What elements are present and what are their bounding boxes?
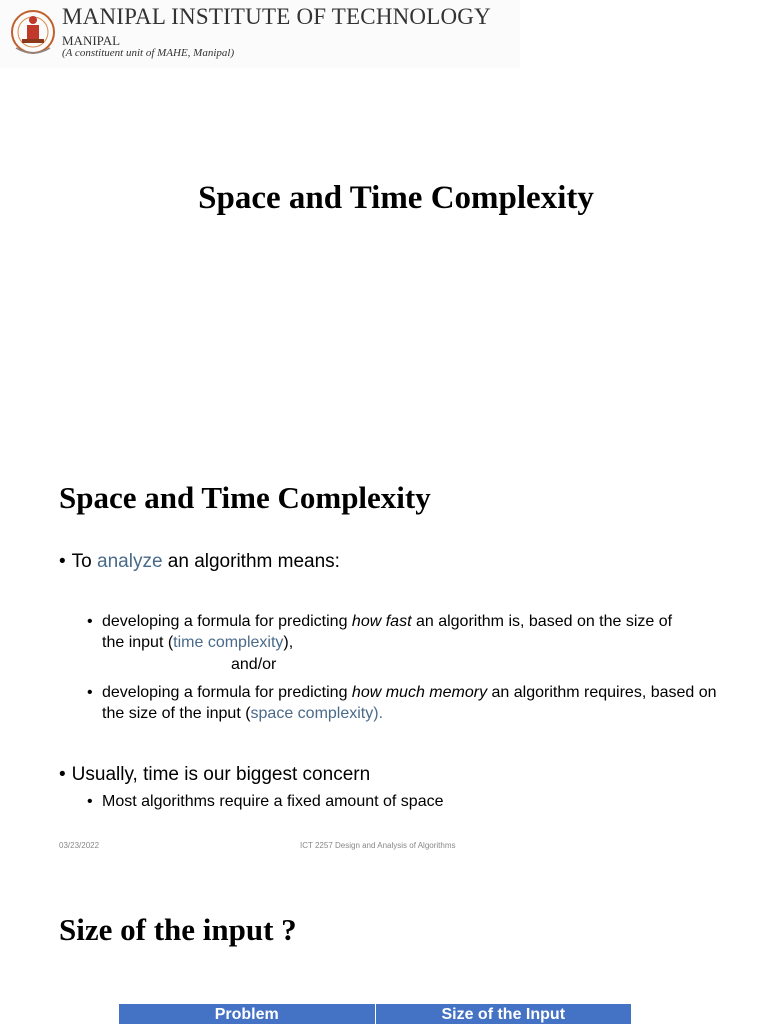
- table-header-size: Size of the Input: [375, 1004, 632, 1024]
- sub-bullet-text: [102, 611, 687, 653]
- sub-bullet-text: [102, 682, 717, 724]
- slide-input-size: [0, 870, 768, 1024]
- sub-bullet-time: [87, 611, 687, 653]
- institute-subtitle: (A constituent unit of MAHE, Manipal): [62, 47, 235, 59]
- bullet-concern: • Usually, time is our biggest concern: [59, 764, 370, 786]
- footer-date: 03/23/2022: [59, 841, 100, 850]
- bullet-analyze: [59, 551, 340, 573]
- footer-course: ICT 2257 Design and Analysis of Algorithms: [300, 841, 456, 850]
- table-header-problem: Problem: [214, 1006, 279, 1023]
- bullet-dot: •: [87, 793, 93, 810]
- sub-bullet-space: [87, 682, 717, 724]
- text-run: developing a formula for predicting: [102, 613, 352, 630]
- institute-header: [0, 0, 520, 68]
- slide-title-heading: Space and Time Complexity: [198, 180, 594, 216]
- space-complexity-term: space complexity).: [250, 705, 384, 722]
- slide-heading: Size of the input ?: [59, 912, 297, 947]
- text-run: ),: [283, 634, 294, 651]
- bullet-dot: •: [87, 684, 93, 701]
- slide-title: [0, 0, 768, 450]
- institute-name: MANIPAL INSTITUTE OF TECHNOLOGY: [62, 4, 491, 29]
- slide-heading: Space and Time Complexity: [59, 480, 431, 515]
- sub-bullet-text: Most algorithms require a fixed amount of space: [102, 793, 444, 810]
- institute-logo-icon: [10, 6, 56, 58]
- analyze-term: analyze: [97, 551, 163, 572]
- text-run: an algorithm is, based on the size of the input (: [102, 613, 673, 651]
- table-header-row: [119, 1004, 631, 1024]
- institute-city: MANIPAL: [62, 33, 121, 48]
- text-run: an algorithm requires, based on the size of the input (: [102, 684, 717, 722]
- sub-bullet-fixed-space: [87, 791, 687, 812]
- emphasis: how fast: [351, 613, 412, 630]
- slide-complexity: [0, 455, 768, 850]
- bullet-dot: •: [87, 613, 93, 630]
- text-run: developing a formula for predicting: [102, 684, 352, 701]
- and-or-text: and/or: [231, 656, 277, 673]
- bullet-text: an algorithm means:: [162, 551, 340, 572]
- bullet-text: To: [71, 551, 98, 572]
- time-complexity-term: time complexity: [173, 634, 284, 651]
- emphasis: how much memory: [351, 684, 488, 701]
